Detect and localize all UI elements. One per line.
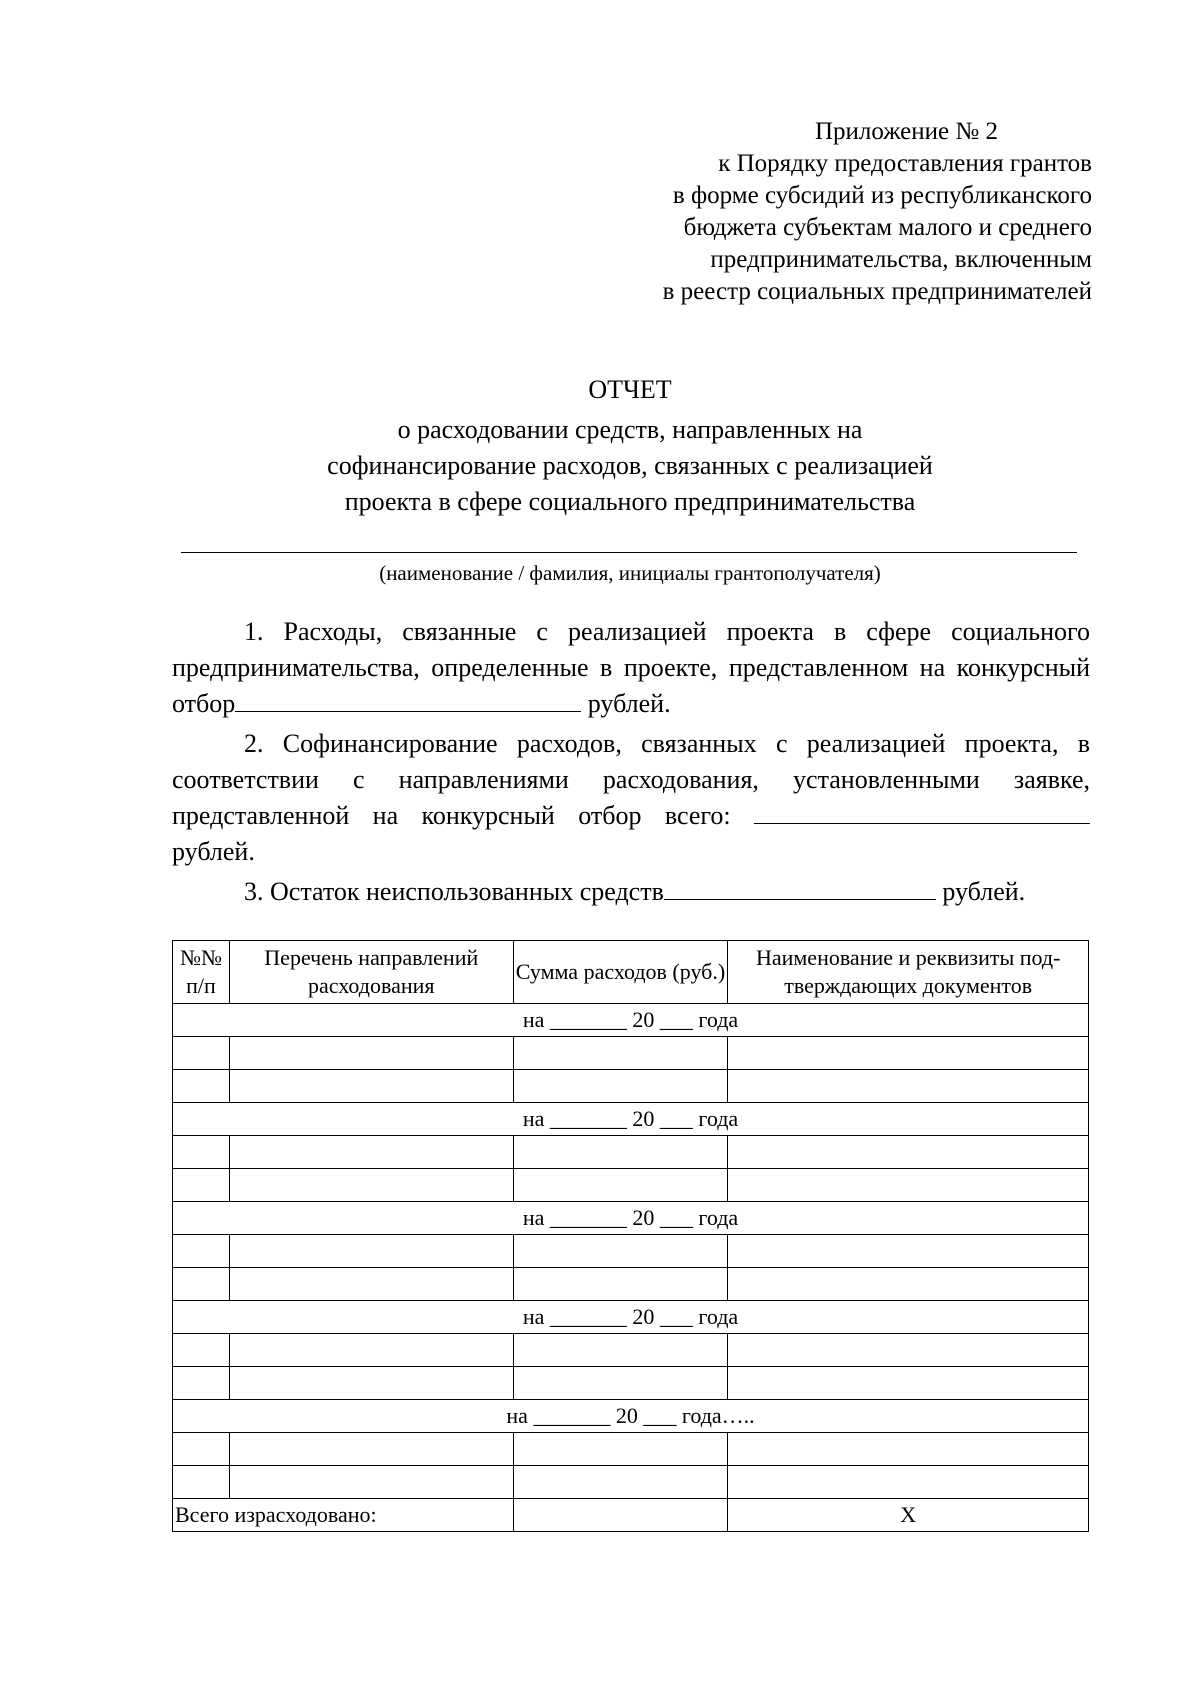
page-title: ОТЧЕТ (588, 375, 672, 404)
cell-num[interactable] (173, 1334, 230, 1367)
cell-sum[interactable] (513, 1136, 728, 1169)
year-label: на _______ 20 ___ года (173, 1004, 1089, 1037)
cell-num[interactable] (173, 1037, 230, 1070)
header-docs: Наименование и реквизиты подтверждающих документов (728, 941, 1089, 1004)
item-2-unit: рублей. (172, 837, 255, 866)
appendix-line: в форме субсидий из республиканского (672, 182, 1092, 209)
item-3-unit: рублей. (942, 877, 1026, 906)
grantee-name-caption: (наименование / фамилия, инициалы грантополучателя) (379, 561, 881, 585)
year-row (173, 1202, 1089, 1235)
item-1 (172, 614, 1090, 722)
cell-direction[interactable] (229, 1268, 513, 1301)
cell-docs[interactable] (728, 1334, 1089, 1367)
table-header-row (173, 941, 1089, 1004)
cell-direction[interactable] (229, 1433, 513, 1466)
expense-table (172, 940, 1089, 1532)
appendix-line: предпринимательства, включенным (710, 246, 1092, 273)
cell-num[interactable] (173, 1433, 230, 1466)
subtitle-line: о расходовании средств, направленных на (397, 415, 863, 444)
appendix-line: бюджета субъектам малого и среднего (683, 214, 1092, 241)
cell-direction[interactable] (229, 1037, 513, 1070)
year-label-last: на _______ 20 ___ года….. (173, 1400, 1089, 1433)
cell-sum[interactable] (513, 1268, 728, 1301)
item-1-text: 1. Расходы, связанные с реализацией проекта в сфере социального предпринимательства, определенные в проекте, представленном на конкурсный отбор (172, 617, 1090, 718)
item-3-amount-blank[interactable] (664, 875, 936, 900)
cell-docs[interactable] (728, 1235, 1089, 1268)
cell-sum[interactable] (513, 1367, 728, 1400)
header-sum: Сумма расходов (руб.) (513, 941, 728, 1004)
header-num: №№ п/п (173, 941, 230, 1004)
cell-num[interactable] (173, 1235, 230, 1268)
cell-direction[interactable] (229, 1136, 513, 1169)
total-row (173, 1499, 1089, 1532)
appendix-line: к Порядку предоставления грантов (718, 150, 1092, 177)
cell-direction[interactable] (229, 1367, 513, 1400)
cell-num[interactable] (173, 1136, 230, 1169)
year-row (173, 1004, 1089, 1037)
cell-direction[interactable] (229, 1334, 513, 1367)
year-label: на _______ 20 ___ года (173, 1103, 1089, 1136)
grantee-name-line[interactable] (181, 552, 1077, 553)
cell-docs[interactable] (728, 1136, 1089, 1169)
cell-docs[interactable] (728, 1367, 1089, 1400)
total-docs-x: Х (728, 1499, 1089, 1532)
cell-docs[interactable] (728, 1037, 1089, 1070)
year-row (173, 1103, 1089, 1136)
cell-num[interactable] (173, 1466, 230, 1499)
cell-num[interactable] (173, 1070, 230, 1103)
item-3-text: 3. Остаток неиспользованных средств (244, 877, 664, 906)
table-row (173, 1169, 1089, 1202)
cell-sum[interactable] (513, 1037, 728, 1070)
item-2-amount-blank[interactable] (754, 799, 1090, 824)
cell-num[interactable] (173, 1268, 230, 1301)
table-row (173, 1334, 1089, 1367)
cell-sum[interactable] (513, 1466, 728, 1499)
cell-sum[interactable] (513, 1235, 728, 1268)
year-label: на _______ 20 ___ года (173, 1301, 1089, 1334)
cell-docs[interactable] (728, 1268, 1089, 1301)
header-directions: Перечень направлений расходования (229, 941, 513, 1004)
cell-sum[interactable] (513, 1334, 728, 1367)
cell-sum[interactable] (513, 1433, 728, 1466)
table-row (173, 1037, 1089, 1070)
page-subtitle (170, 412, 1090, 520)
appendix-number: Приложение № 2 (814, 118, 998, 145)
item-2-text: 2. Софинансирование расходов, связанных с реализацией проекта, в соответствии с направлениями расходования, установленными заявке, представленной на конкурсный отбор всего: (172, 729, 1090, 830)
cell-docs[interactable] (728, 1433, 1089, 1466)
cell-sum[interactable] (513, 1070, 728, 1103)
table-row (173, 1466, 1089, 1499)
subtitle-line: софинансирование расходов, связанных с реализацией (327, 451, 933, 480)
item-2 (172, 726, 1090, 870)
cell-sum[interactable] (513, 1169, 728, 1202)
table-row (173, 1367, 1089, 1400)
item-1-unit: рублей. (587, 689, 671, 718)
total-label: Всего израсходовано: (173, 1499, 514, 1532)
cell-docs[interactable] (728, 1466, 1089, 1499)
cell-num[interactable] (173, 1367, 230, 1400)
appendix-line: в реестр социальных предпринимателей (662, 278, 1092, 305)
table-row (173, 1235, 1089, 1268)
appendix-header (532, 116, 1092, 308)
item-3 (172, 874, 1090, 910)
table-row (173, 1433, 1089, 1466)
cell-num[interactable] (173, 1169, 230, 1202)
total-sum-cell[interactable] (513, 1499, 728, 1532)
cell-docs[interactable] (728, 1070, 1089, 1103)
year-row (173, 1301, 1089, 1334)
cell-direction[interactable] (229, 1070, 513, 1103)
year-row (173, 1400, 1089, 1433)
table-row (173, 1070, 1089, 1103)
table-row (173, 1268, 1089, 1301)
table-row (173, 1136, 1089, 1169)
cell-docs[interactable] (728, 1169, 1089, 1202)
cell-direction[interactable] (229, 1169, 513, 1202)
subtitle-line: проекта в сфере социального предпринимательства (344, 487, 916, 516)
item-1-amount-blank[interactable] (235, 687, 581, 712)
cell-direction[interactable] (229, 1466, 513, 1499)
year-label: на _______ 20 ___ года (173, 1202, 1089, 1235)
cell-direction[interactable] (229, 1235, 513, 1268)
